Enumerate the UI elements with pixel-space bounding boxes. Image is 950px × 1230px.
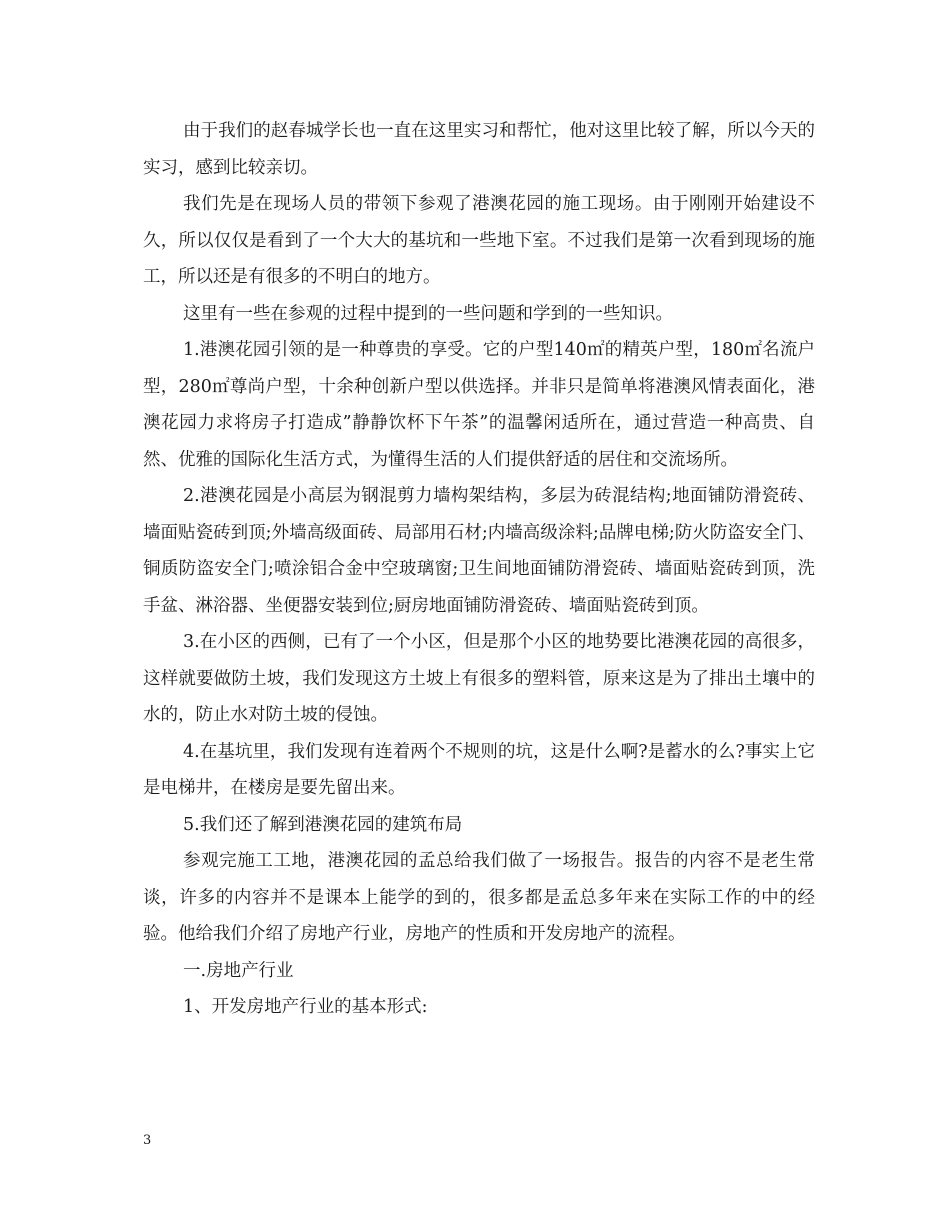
paragraph-item-1: 1.港澳花园引领的是一种尊贵的享受。它的户型140㎡的精英户型，180㎡名流户型，280㎡尊尚户型，十余种创新户型以供选择。并非只是简单将港澳风情表面化，港澳花园力求将房子打造成”静静饮杯下午茶”的温馨闲适所在，通过营造一种高贵、自然、优雅的国际化生活方式，为懂得生活的人们提供舒适的居住和交流场所。: [143, 340, 815, 470]
paragraph-intro: 由于我们的赵春城学长也一直在这里实习和帮忙，他对这里比较了解，所以今天的实习，感到比较亲切。: [143, 121, 815, 178]
paragraph-item-4: 4.在基坑里，我们发现有连着两个不规则的坑，这是什么啊?是蓄水的么?事实上它是电梯井，在楼房是要先留出来。: [143, 741, 815, 798]
paragraph-site-visit: 我们先是在现场人员的带领下参观了港澳花园的施工现场。由于刚刚开始建设不久，所以仅仅是看到了一个大大的基坑和一些地下室。不过我们是第一次看到现场的施工，所以还是有很多的不明白的地方。: [143, 194, 815, 287]
subsection-heading: 1、开发房地产行业的基本形式:: [183, 997, 428, 1017]
paragraph-item-3: 3.在小区的西侧，已有了一个小区，但是那个小区的地势要比港澳花园的高很多，这样就要做防土坡，我们发现这方土坡上有很多的塑料管，原来这是为了排出土壤中的水的，防止水对防土坡的侵蚀。: [143, 632, 815, 725]
paragraph-item-5: 5.我们还了解到港澳花园的建筑布局: [183, 814, 463, 835]
page-number: 3: [143, 1133, 152, 1148]
paragraph-item-2: 2.港澳花园是小高层为钢混剪力墙构架结构，多层为砖混结构;地面铺防滑瓷砖、墙面贴瓷砖到顶;外墙高级面砖、局部用石材;内墙高级涂料;品牌电梯;防火防盗安全门、铜质防盗安全门;喷涂铝合金中空玻璃窗;卫生间地面铺防滑瓷砖、墙面贴瓷砖到顶，洗手盆、淋浴器、坐便器安装到位;厨房地面铺防滑瓷砖、墙面贴瓷砖到顶。: [143, 486, 815, 616]
section-heading: 一.房地产行业: [183, 960, 294, 981]
paragraph-report: 参观完施工工地，港澳花园的孟总给我们做了一场报告。报告的内容不是老生常谈，许多的内容并不是课本上能学的到的，很多都是孟总多年来在实际工作的中的经验。他给我们介绍了房地产行业，房地产的性质和开发房地产的流程。: [143, 851, 815, 944]
document-body: [143, 113, 815, 1026]
paragraph-questions-intro: 这里有一些在参观的过程中提到的一些问题和学到的一些知识。: [183, 303, 673, 324]
